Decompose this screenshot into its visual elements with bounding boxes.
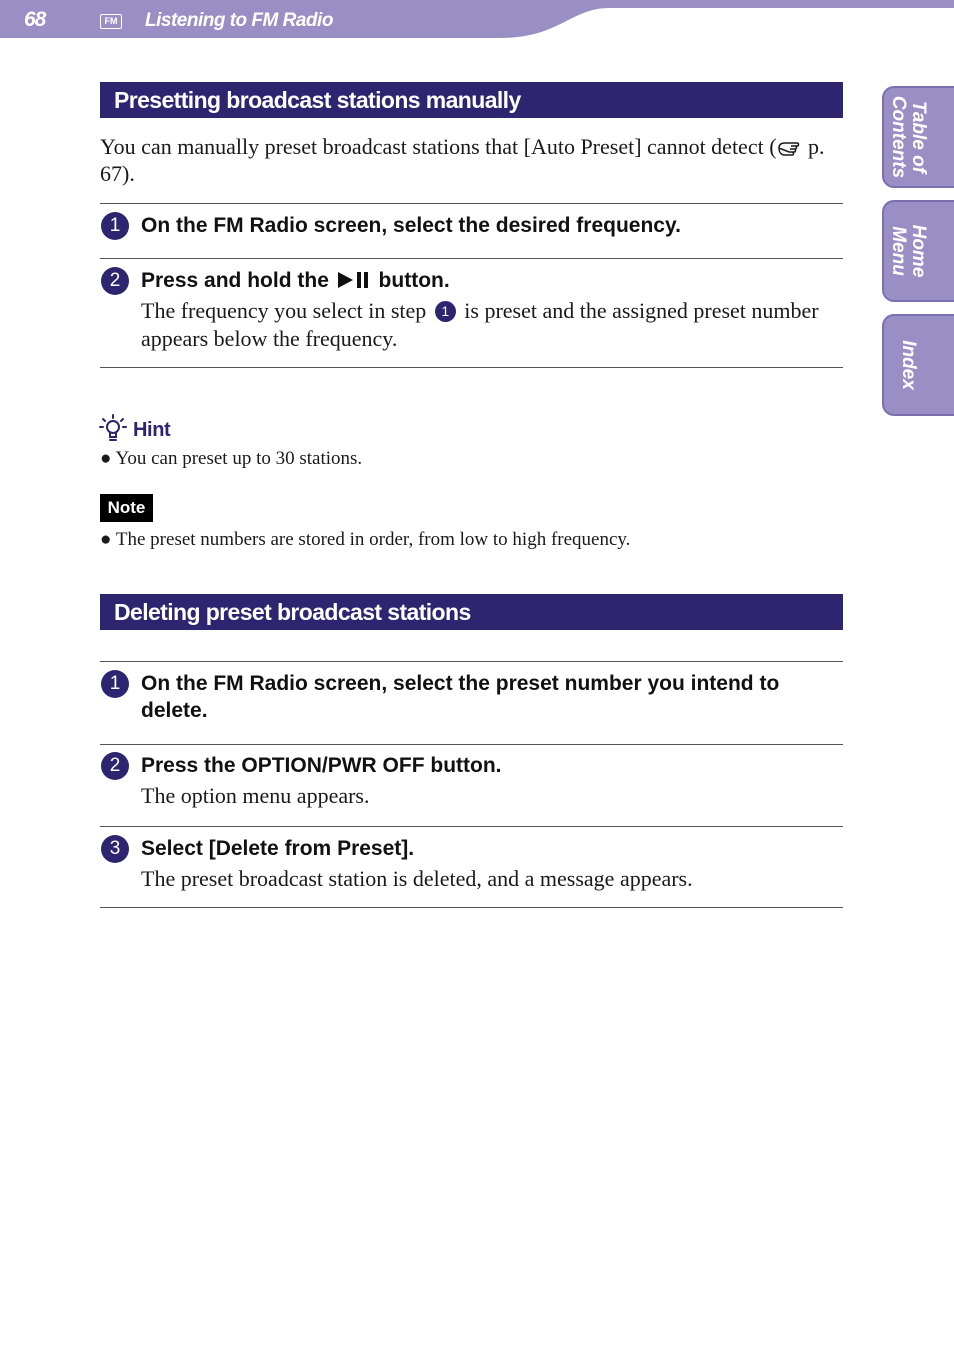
tab-index[interactable]	[882, 314, 954, 416]
lightbulb-icon	[99, 413, 127, 450]
section-intro	[100, 133, 845, 187]
divider	[100, 907, 843, 908]
tab-home-menu-label: Home Menu	[888, 224, 929, 278]
note-bullet	[100, 528, 845, 552]
divider	[100, 661, 843, 662]
step-title: Select [Delete from Preset].	[141, 837, 415, 860]
bullet-dot: ●	[100, 448, 116, 469]
tab-table-of-contents-label: Table of Contents	[888, 95, 929, 179]
tab-home-menu[interactable]	[882, 200, 954, 302]
tab-index-label: Index	[898, 340, 919, 390]
hint-text: You can preset up to 30 stations.	[115, 448, 363, 469]
header-band	[0, 0, 954, 40]
intro-text-part1: You can manually preset broadcast stations that [Auto Preset] cannot detect (	[100, 134, 777, 159]
bullet-dot: ●	[100, 529, 116, 550]
step-number-badge: 2	[101, 267, 129, 295]
chapter-title[interactable]: Listening to FM Radio	[145, 10, 333, 31]
note-text: The preset numbers are stored in order, from low to high frequency.	[115, 529, 631, 550]
divider	[100, 203, 843, 204]
intro-text-part2: p. 67).	[100, 134, 825, 186]
step-title: On the FM Radio screen, select the preset number you intend to delete.	[141, 672, 780, 722]
step-desc-part1: The frequency you select in step	[141, 298, 432, 323]
step-number-badge: 1	[101, 212, 129, 240]
section-heading-deleting: Deleting preset broadcast stations	[100, 594, 843, 630]
step-title: On the FM Radio screen, select the desired frequency.	[141, 214, 681, 237]
page-number: 68	[24, 8, 46, 31]
play-pause-icon	[337, 269, 371, 296]
divider	[100, 744, 843, 745]
step-reference-badge: 1	[435, 301, 456, 322]
step-description: The preset broadcast station is deleted, and a message appears.	[141, 866, 693, 891]
step-title-prefix: Press and hold the	[141, 269, 335, 292]
step-title: Press the OPTION/PWR OFF button.	[141, 754, 502, 777]
section-heading-presetting: Presetting broadcast stations manually	[100, 82, 843, 118]
divider	[100, 367, 843, 368]
hint-label: Hint	[133, 419, 171, 441]
note-label: Note	[100, 494, 153, 522]
step-number-badge: 2	[101, 752, 129, 780]
step-number-badge: 3	[101, 835, 129, 863]
page-header	[0, 0, 954, 40]
divider	[100, 258, 843, 259]
tab-table-of-contents[interactable]	[882, 86, 954, 188]
divider	[100, 826, 843, 827]
step-description	[141, 297, 841, 353]
hint-bullet	[100, 447, 845, 471]
step-number-badge: 1	[101, 670, 129, 698]
step-description: The option menu appears.	[141, 783, 370, 808]
step-title	[141, 267, 831, 296]
reference-hand-icon	[777, 134, 803, 159]
step-desc-part2: is preset and the assigned preset number appears below the frequency.	[141, 298, 819, 351]
step-title-suffix: button.	[372, 269, 450, 292]
fm-radio-icon: FM	[100, 14, 122, 29]
